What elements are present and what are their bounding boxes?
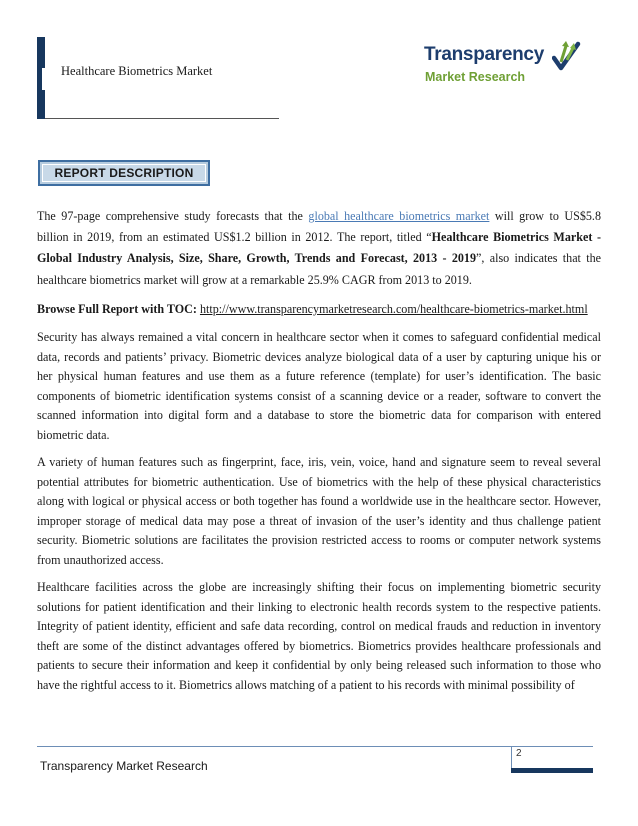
footer-company-name: Transparency Market Research (40, 759, 208, 773)
report-body (37, 206, 601, 703)
browse-paragraph (37, 299, 601, 320)
footer-rule (37, 746, 593, 747)
header-accent-notch (42, 68, 45, 90)
document-title: Healthcare Biometrics Market (61, 64, 213, 78)
intro-text-3: ”, also indicates that the healthcare biometrics market will grow at a remarkable 25.9% CAGR from 2013 to 2019. (37, 251, 601, 287)
intro-text-1: The 97-page comprehensive study forecasts that the (37, 209, 309, 223)
logo-text-primary: Transparency (424, 44, 544, 65)
body-paragraph-1: Security has always remained a vital concern in healthcare sector when it comes to safeguard confidential medical data, records and patients’ privacy. Biometric devices analyze biological data of a user by capturing unique his or her physical human features and use them as a future reference (template) for user’s identification. The basic components of biometric identification systems consist of a scanning device or a reader, software to convert the scanned information into digital form and a database to store the biometric data for comparison with entered biometric data. (37, 330, 601, 442)
body-paragraph-3: Healthcare facilities across the globe are increasingly shifting their focus on implementing biometric security solutions for patient identification and their linking to electronic health records system to the respective patients. Integrity of patient identity, efficient and safe data recording, control on medical frauds and reduction in inventory theft are some of the distinct advantages offered by biometrics. Biometrics provides healthcare professionals and patients to secure their information and keep it confidential by only being released such information to those who have the rightful access to it. Biometrics allows matching of a patient to his records with minimal possibility of (37, 580, 601, 692)
report-title: Healthcare Biometrics Market - Global Industry Analysis, Size, Share, Growth, Trends and Forecast, 2013 - 2019 (37, 230, 601, 266)
market-link[interactable]: global healthcare biometrics market (308, 209, 490, 223)
intro-paragraph (37, 206, 601, 291)
page-number: 2 (516, 748, 522, 759)
section-heading-label: REPORT DESCRIPTION (42, 164, 206, 182)
browse-label: Browse Full Report with TOC: (37, 301, 197, 316)
company-logo (424, 38, 594, 94)
body-paragraph-2: A variety of human features such as fingerprint, face, iris, vein, voice, hand and signature seem to reveal several potential attributes for biometric authentication. Use of biometrics with the help of these physical characteristics along with logical or physical access or both together has found a worldwide use in the healthcare sector. However, improper storage of medical data may pose a threat of invasion of the user’s identity and thus challenge patient security. Biometric solutions are facilitates the provision restricted access to rooms or computer network systems from unauthorized access. (37, 455, 601, 567)
checkmark-arrows-logo-icon (552, 38, 582, 72)
intro-text-2: will grow to US$5.8 billion in 2019, from an estimated US$1.2 billion in 2012. The report, titled “ (37, 209, 602, 245)
report-description-heading (38, 160, 210, 186)
report-url-link[interactable]: http://www.transparencymarketresearch.com/healthcare-biometrics-market.html (199, 301, 588, 316)
footer-page-bar (511, 768, 593, 773)
logo-text-secondary: Market Research (425, 70, 526, 84)
header-underline (45, 118, 279, 119)
